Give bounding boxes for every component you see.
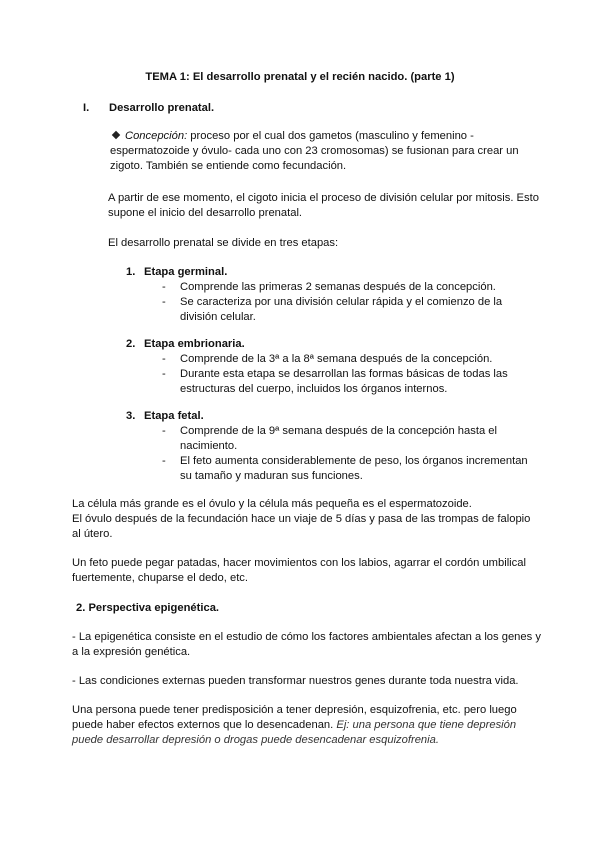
section-1-title: Desarrollo prenatal.	[109, 102, 215, 114]
list-item: - Se caracteriza por una división celular rápida y el comienzo de la división celular.	[162, 296, 503, 323]
stage-name: Etapa embrionaria.	[144, 338, 245, 350]
epigenetica-paragraph-2: - Las condiciones externas pueden transformar nuestros genes durante toda nuestra vida.	[72, 675, 519, 687]
stage-number: 1.	[126, 266, 136, 278]
stage-2-list	[162, 352, 542, 397]
etapas-intro: El desarrollo prenatal se divide en tres etapas:	[108, 237, 339, 249]
bullet-dash: -	[162, 455, 166, 467]
list-item: - Comprende de la 9ª semana después de la concepción hasta el nacimiento.	[162, 425, 497, 452]
stage-3-heading	[126, 409, 204, 424]
predisposicion-text: Una persona puede tener predisposición a tener depresión, esquizofrenia, etc. pero luego puede haber efectos externos que lo desencadenan.	[72, 704, 517, 731]
epigenetica-paragraph-1: - La epigenética consiste en el estudio de cómo los factores ambientales afectan a los genes y a la expresión genética.	[72, 631, 541, 658]
stage-1-heading	[126, 265, 227, 280]
list-item: - Comprende de la 3ª a la 8ª semana después de la concepción.	[162, 353, 493, 365]
page-title: TEMA 1: El desarrollo prenatal y el recién nacido. (parte 1)	[145, 71, 455, 83]
concepcion-paragraph	[110, 129, 530, 174]
section-2-heading: 2. Perspectiva epigenética.	[76, 602, 220, 614]
predisposicion-paragraph	[72, 703, 542, 748]
list-item: - Comprende las primeras 2 semanas después de la concepción.	[162, 281, 496, 293]
stage-number: 3.	[126, 410, 136, 422]
list-item: - El feto aumenta considerablemente de peso, los órganos incrementan su tamaño y maduran sus funciones.	[162, 455, 528, 482]
feto-paragraph: Un feto puede pegar patadas, hacer movimientos con los labios, agarrar el cordón umbilical fuertemente, chuparse el dedo, etc.	[72, 557, 526, 584]
diamond-bullet-icon	[112, 131, 120, 139]
celula-line-1: La célula más grande es el óvulo y la célula más pequeña es el espermatozoide.	[72, 498, 472, 510]
section-1-number: I.	[83, 102, 90, 114]
celula-line-2: El óvulo después de la fecundación hace un viaje de 5 días y pasa de las trompas de falopio al útero.	[72, 513, 531, 540]
stage-2-heading	[126, 337, 245, 352]
predisposicion-example: Ej: una persona que tiene depresión puede desarrollar depresión o drogas puede desencadenar esquizofrenia.	[72, 719, 517, 746]
bullet-dash: -	[162, 281, 166, 293]
bullet-dash: -	[162, 425, 166, 437]
concepcion-text: proceso por el cual dos gametos (masculino y femenino -espermatozoide y óvulo- cada uno con 23 cromosomas) se fusionan para crear un zigoto. También se entiende como fecundación.	[110, 130, 519, 172]
section-1-heading	[83, 101, 214, 116]
bullet-dash: -	[162, 353, 166, 365]
bullet-dash: -	[162, 368, 166, 380]
stage-name: Etapa fetal.	[144, 410, 204, 422]
stage-number: 2.	[126, 338, 136, 350]
list-item: - Durante esta etapa se desarrollan las formas básicas de todas las estructuras del cuerpo, incluidos los órganos internos.	[162, 368, 508, 395]
cigoto-paragraph: A partir de ese momento, el cigoto inicia el proceso de división celular por mitosis. Esto supone el inicio del desarrollo prenatal.	[108, 192, 539, 219]
stage-name: Etapa germinal.	[144, 266, 228, 278]
concepcion-term: Concepción:	[125, 130, 188, 142]
stage-3-list	[162, 424, 542, 484]
stage-1-list	[162, 280, 542, 325]
bullet-dash: -	[162, 296, 166, 308]
